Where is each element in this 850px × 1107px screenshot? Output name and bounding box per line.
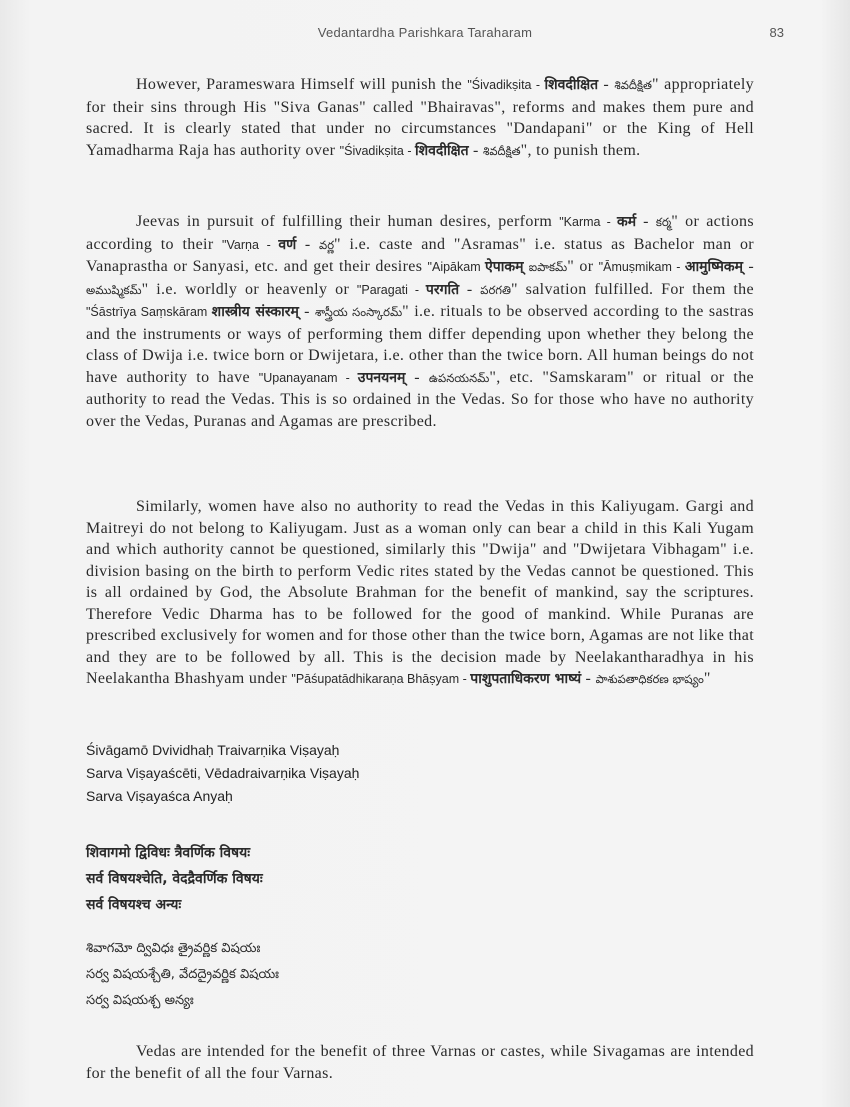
verse-devanagari <box>86 843 766 921</box>
text-run: - <box>405 368 429 386</box>
paragraph-2 <box>86 211 754 432</box>
telugu-term: ఉపనయనమ్ <box>428 370 490 385</box>
devanagari-term: ऐपाकम् <box>485 259 524 275</box>
telugu-term: ఐపాకమ్ <box>528 260 568 274</box>
text-run: " <box>703 670 711 687</box>
paragraph-1 <box>86 74 754 162</box>
devanagari-term: आमुष्मिकम् <box>684 259 744 275</box>
text-run: " or actions according to their <box>86 213 754 253</box>
transliteration: "Śāstrīya Saṃskāram <box>86 305 212 319</box>
verse-line: Sarva Viṣayaśca Anyaḥ <box>86 788 233 804</box>
verse-line: सर्व विषयश्च अन्यः <box>86 897 182 913</box>
telugu-term: పాశుపతాధికరణ భాష్యం <box>595 672 704 686</box>
transliteration: "Karma - <box>559 215 617 229</box>
telugu-term: శివదీక్షిత <box>483 143 521 158</box>
devanagari-term: शिवदीक्षित <box>414 142 469 159</box>
page-header <box>0 22 850 42</box>
devanagari-term: शास्त्रीय संस्कारम् <box>211 304 299 320</box>
text-run: - <box>468 141 483 159</box>
devanagari-term: कर्म <box>616 214 637 230</box>
text-run: However, Parameswara Himself will punish the <box>136 76 468 93</box>
text-run: ", to punish them. <box>520 141 641 159</box>
verse-transliteration <box>86 742 766 811</box>
verse-line: సర్వ విషయశ్చేతి, వేదద్రైవర్ణిక విషయః <box>86 967 280 982</box>
text-run: - <box>598 76 615 93</box>
text-run: " appropriately for their sins through His "Siva Ganas" called "Bhairavas", reforms and makes them pure and sacred. It is clearly stated that under no circumstances "Dandapani" or the King of Hell Yamadharma Raja has authority over <box>86 76 754 159</box>
transliteration: "Pāśupatādhikaraṇa Bhāṣyam - <box>291 672 471 686</box>
verse-line: Sarva Viṣayaścēti, Vēdadraivarṇika Viṣayaḥ <box>86 765 360 781</box>
telugu-term: కర్మ <box>655 215 672 229</box>
text-run: " i.e. worldly or heavenly or <box>141 280 357 298</box>
transliteration: "Śivadikṣita - <box>339 143 415 158</box>
verse-line: సర్వ విషయశ్చ అన్యః <box>86 993 194 1008</box>
transliteration: "Varṇa - <box>222 237 279 252</box>
text-run: Jeevas in pursuit of fulfilling their human desires, perform <box>136 213 560 230</box>
verse-telugu <box>86 941 766 1019</box>
text-run: - <box>298 303 315 320</box>
text-run: " salvation fulfilled. For them the <box>511 280 754 298</box>
text-run: ", etc. "Samskaram" or ritual or the authority to read the Vedas. This is so ordained in the Vedas. So for those who have no authority over the Vedas, Puranas and Agamas are prescribed. <box>86 368 754 430</box>
devanagari-term: शिवदीक्षित <box>544 77 599 93</box>
transliteration: "Upanayanam - <box>258 370 358 385</box>
telugu-term: శివదీక్షిత <box>614 78 652 92</box>
verse-line: शिवागमो द्विविधः त्रैवर्णिक विषयः <box>86 845 251 861</box>
verse-line: Śivāgamō Dvividhaḥ Traivarṇika Viṣayaḥ <box>86 742 340 758</box>
text-run: - <box>636 213 656 230</box>
text-run: - <box>743 258 755 275</box>
text-run: - <box>581 670 596 687</box>
telugu-term: అముష్మికమ్ <box>86 282 142 297</box>
paragraph-3 <box>86 496 754 691</box>
page-number: 83 <box>769 25 784 40</box>
telugu-term: పరగతి <box>480 282 511 297</box>
transliteration: "Paragati - <box>356 282 426 297</box>
text-run: " i.e. rituals to be observed according to the sastras and the instruments or ways of performing them differ depending upon whether they belong the class of Dwija i.e. twice born or Dwijetara, i.e. other than the twice born. All human beings do not have authority to have <box>86 303 754 386</box>
running-title: Vedantardha Parishkara Taraharam <box>317 25 533 40</box>
text-run: - <box>296 235 320 253</box>
devanagari-term: परगति <box>425 281 460 298</box>
telugu-term: శాస్త్రీయ సంస్కారమ్ <box>315 305 403 319</box>
transliteration: "Aipākam <box>427 260 486 274</box>
text-run: " or <box>567 258 599 275</box>
telugu-term: వర్ణ <box>319 237 335 252</box>
transliteration: "Śivadikṣita - <box>467 78 545 92</box>
devanagari-term: पाशुपताधिकरण भाष्यं <box>470 671 582 687</box>
verse-line: सर्व विषयश्चेति, वेदद्रैवर्णिक विषयः <box>86 871 263 887</box>
text-run: - <box>459 280 481 298</box>
paragraph-4 <box>86 1041 754 1084</box>
devanagari-term: वर्ण <box>278 236 297 253</box>
text-run: Vedas are intended for the benefit of three Varnas or castes, while Sivagamas are intended for the benefit of all the four Varnas. <box>86 1043 754 1082</box>
verse-line: శివాగమో ద్వివిధః త్రైవర్ణిక విషయః <box>86 941 261 956</box>
devanagari-term: उपनयनम् <box>357 369 406 386</box>
text-run: Similarly, women have also no authority to read the Vedas in this Kaliyugam. Gargi and Maitreyi do not belong to Kaliyugam. Just as a woman only can bear a child in this Kali Yugam and which authority cannot be questioned, similarly this "Dwija" and "Dwijetara Vibhagam" i.e. division basing on the birth to perform Vedic rites stated by the Vedas cannot be questioned. This is all ordained by God, the Absolute Brahman for the benefit of mankind, say the scriptures. Therefore Vedic Dharma has to be followed for the good of mankind. While Puranas are prescribed exclusively for women and for those other than the twice born, Agamas are not like that and they are to be followed by all. This is the decision made by Neelakantharadhya in his Neelakantha Bhashyam under <box>86 498 754 687</box>
text-run: " i.e. caste and "Asramas" i.e. status as Bachelor man or Vanaprastha or Sanyasi, etc. and get their desires <box>86 235 754 275</box>
transliteration: "Āmuṣmikam - <box>598 260 685 274</box>
